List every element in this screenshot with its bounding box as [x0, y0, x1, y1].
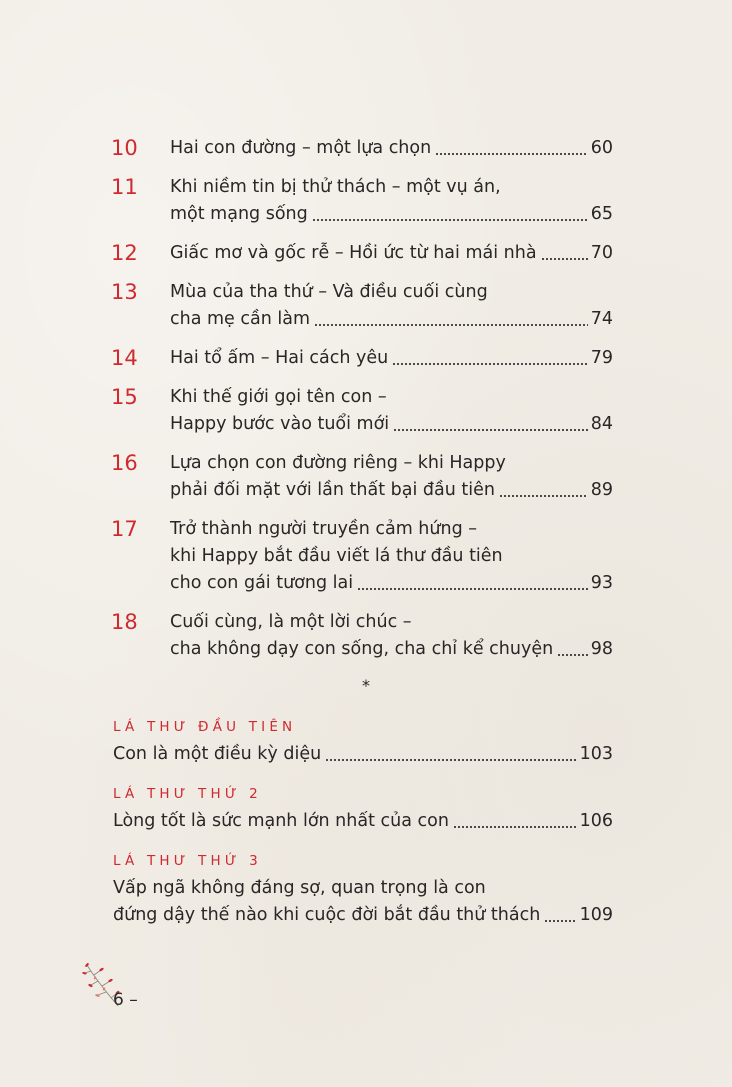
dot-leader — [557, 636, 588, 663]
chapter-title-line — [170, 477, 613, 504]
chapter-title-line — [170, 135, 613, 162]
chapter-title-line — [170, 174, 613, 201]
chapter-title-line — [170, 543, 613, 570]
letter-title-line — [113, 741, 613, 768]
chapter-title-text: Cuối cùng, là một lời chúc – — [170, 612, 412, 632]
chapter-title-text: Hai tổ ấm – Hai cách yêu — [170, 348, 389, 368]
dot-leader — [453, 808, 577, 835]
chapter-title-line — [170, 201, 613, 228]
page-folio: 6 – — [113, 990, 138, 1010]
chapter-title-text: một mạng sống — [170, 204, 308, 224]
chapter-number: 18 — [111, 610, 138, 634]
chapter-title-line — [170, 609, 613, 636]
chapter-title-text: Hai con đường – một lựa chọn — [170, 138, 432, 158]
table-of-contents — [111, 135, 613, 675]
chapter-title-line — [170, 279, 613, 306]
chapter-title-line — [170, 636, 613, 663]
chapter-title-text: phải đối mặt với lần thất bại đầu tiên — [170, 480, 495, 500]
letter-heading: LÁ THƯ THỨ 3 — [113, 853, 262, 869]
chapter-title — [170, 450, 613, 504]
chapter-number: 14 — [111, 346, 138, 370]
letter-title-text: Vấp ngã không đáng sợ, quan trọng là con — [113, 878, 486, 898]
chapter-number: 15 — [111, 385, 138, 409]
chapter-title — [170, 174, 613, 228]
chapter-title-text: Trở thành người truyền cảm hứng – — [170, 519, 478, 539]
letter-entry — [113, 714, 613, 768]
page-number: 109 — [579, 905, 613, 925]
chapter-title-text: Khi niềm tin bị thử thách – một vụ án, — [170, 177, 501, 197]
chapter-title-line — [170, 516, 613, 543]
dot-leader — [325, 741, 576, 768]
dot-leader — [357, 570, 588, 597]
chapter-title — [170, 345, 613, 372]
letter-title-text: Con là một điều kỳ diệu — [113, 744, 322, 764]
page-number: 60 — [590, 138, 613, 158]
dot-leader — [435, 135, 588, 162]
letter-title-text: Lòng tốt là sức mạnh lớn nhất của con — [113, 811, 449, 831]
toc-entry — [111, 516, 613, 597]
chapter-number: 16 — [111, 451, 138, 475]
chapter-title-line — [170, 411, 613, 438]
chapter-title-text: Giấc mơ và gốc rễ – Hồi ức từ hai mái nhà — [170, 243, 537, 263]
letters-section — [113, 714, 613, 942]
letter-heading: LÁ THƯ ĐẦU TIÊN — [113, 719, 297, 735]
letter-title-text: đứng dậy thế nào khi cuộc đời bắt đầu thử thách — [113, 905, 541, 925]
dot-leader — [392, 345, 587, 372]
page-number: 84 — [590, 414, 613, 434]
toc-entry — [111, 279, 613, 333]
page-number: 70 — [590, 243, 613, 263]
letter-entry — [113, 848, 613, 929]
chapter-title — [170, 516, 613, 597]
chapter-number: 12 — [111, 241, 138, 265]
chapter-title — [170, 384, 613, 438]
toc-entry — [111, 135, 613, 162]
chapter-title — [170, 240, 613, 267]
toc-entry — [111, 450, 613, 504]
page-number: 98 — [590, 639, 613, 659]
chapter-title-line — [170, 240, 613, 267]
chapter-title-text: Mùa của tha thứ – Và điều cuối cùng — [170, 282, 488, 302]
letter-heading: LÁ THƯ THỨ 2 — [113, 786, 262, 802]
chapter-number: 10 — [111, 136, 138, 160]
chapter-title-text: Khi thế giới gọi tên con – — [170, 387, 387, 407]
chapter-title-text: cho con gái tương lai — [170, 573, 354, 593]
page-number: 103 — [579, 744, 613, 764]
letter-title-line — [113, 902, 613, 929]
toc-entry — [111, 609, 613, 663]
dot-leader — [541, 240, 588, 267]
dot-leader — [499, 477, 588, 504]
dot-leader — [314, 306, 588, 333]
page-number: 65 — [590, 204, 613, 224]
page-number: 93 — [590, 573, 613, 593]
chapter-title-text: Happy bước vào tuổi mới — [170, 414, 390, 434]
chapter-title-text: cha mẹ cần làm — [170, 309, 311, 329]
chapter-title-line — [170, 450, 613, 477]
chapter-title-line — [170, 306, 613, 333]
toc-entry — [111, 384, 613, 438]
chapter-title-text: Lựa chọn con đường riêng – khi Happy — [170, 453, 506, 473]
toc-entry — [111, 345, 613, 372]
dot-leader — [544, 902, 576, 929]
letter-entry — [113, 781, 613, 835]
chapter-title-line — [170, 384, 613, 411]
chapter-title-line — [170, 345, 613, 372]
chapter-number: 13 — [111, 280, 138, 304]
chapter-number: 17 — [111, 517, 138, 541]
chapter-title — [170, 609, 613, 663]
toc-entry — [111, 174, 613, 228]
section-separator: * — [362, 676, 370, 695]
page-number: 79 — [590, 348, 613, 368]
page-number: 89 — [590, 480, 613, 500]
chapter-title-line — [170, 570, 613, 597]
dot-leader — [312, 201, 588, 228]
toc-entry — [111, 240, 613, 267]
chapter-title — [170, 135, 613, 162]
page-number: 106 — [579, 811, 613, 831]
chapter-title — [170, 279, 613, 333]
chapter-title-text: khi Happy bắt đầu viết lá thư đầu tiên — [170, 546, 503, 566]
dot-leader — [393, 411, 588, 438]
chapter-number: 11 — [111, 175, 138, 199]
letter-title-line — [113, 875, 613, 902]
page-number: 74 — [590, 309, 613, 329]
letter-title-line — [113, 808, 613, 835]
chapter-title-text: cha không dạy con sống, cha chỉ kể chuyện — [170, 639, 554, 659]
